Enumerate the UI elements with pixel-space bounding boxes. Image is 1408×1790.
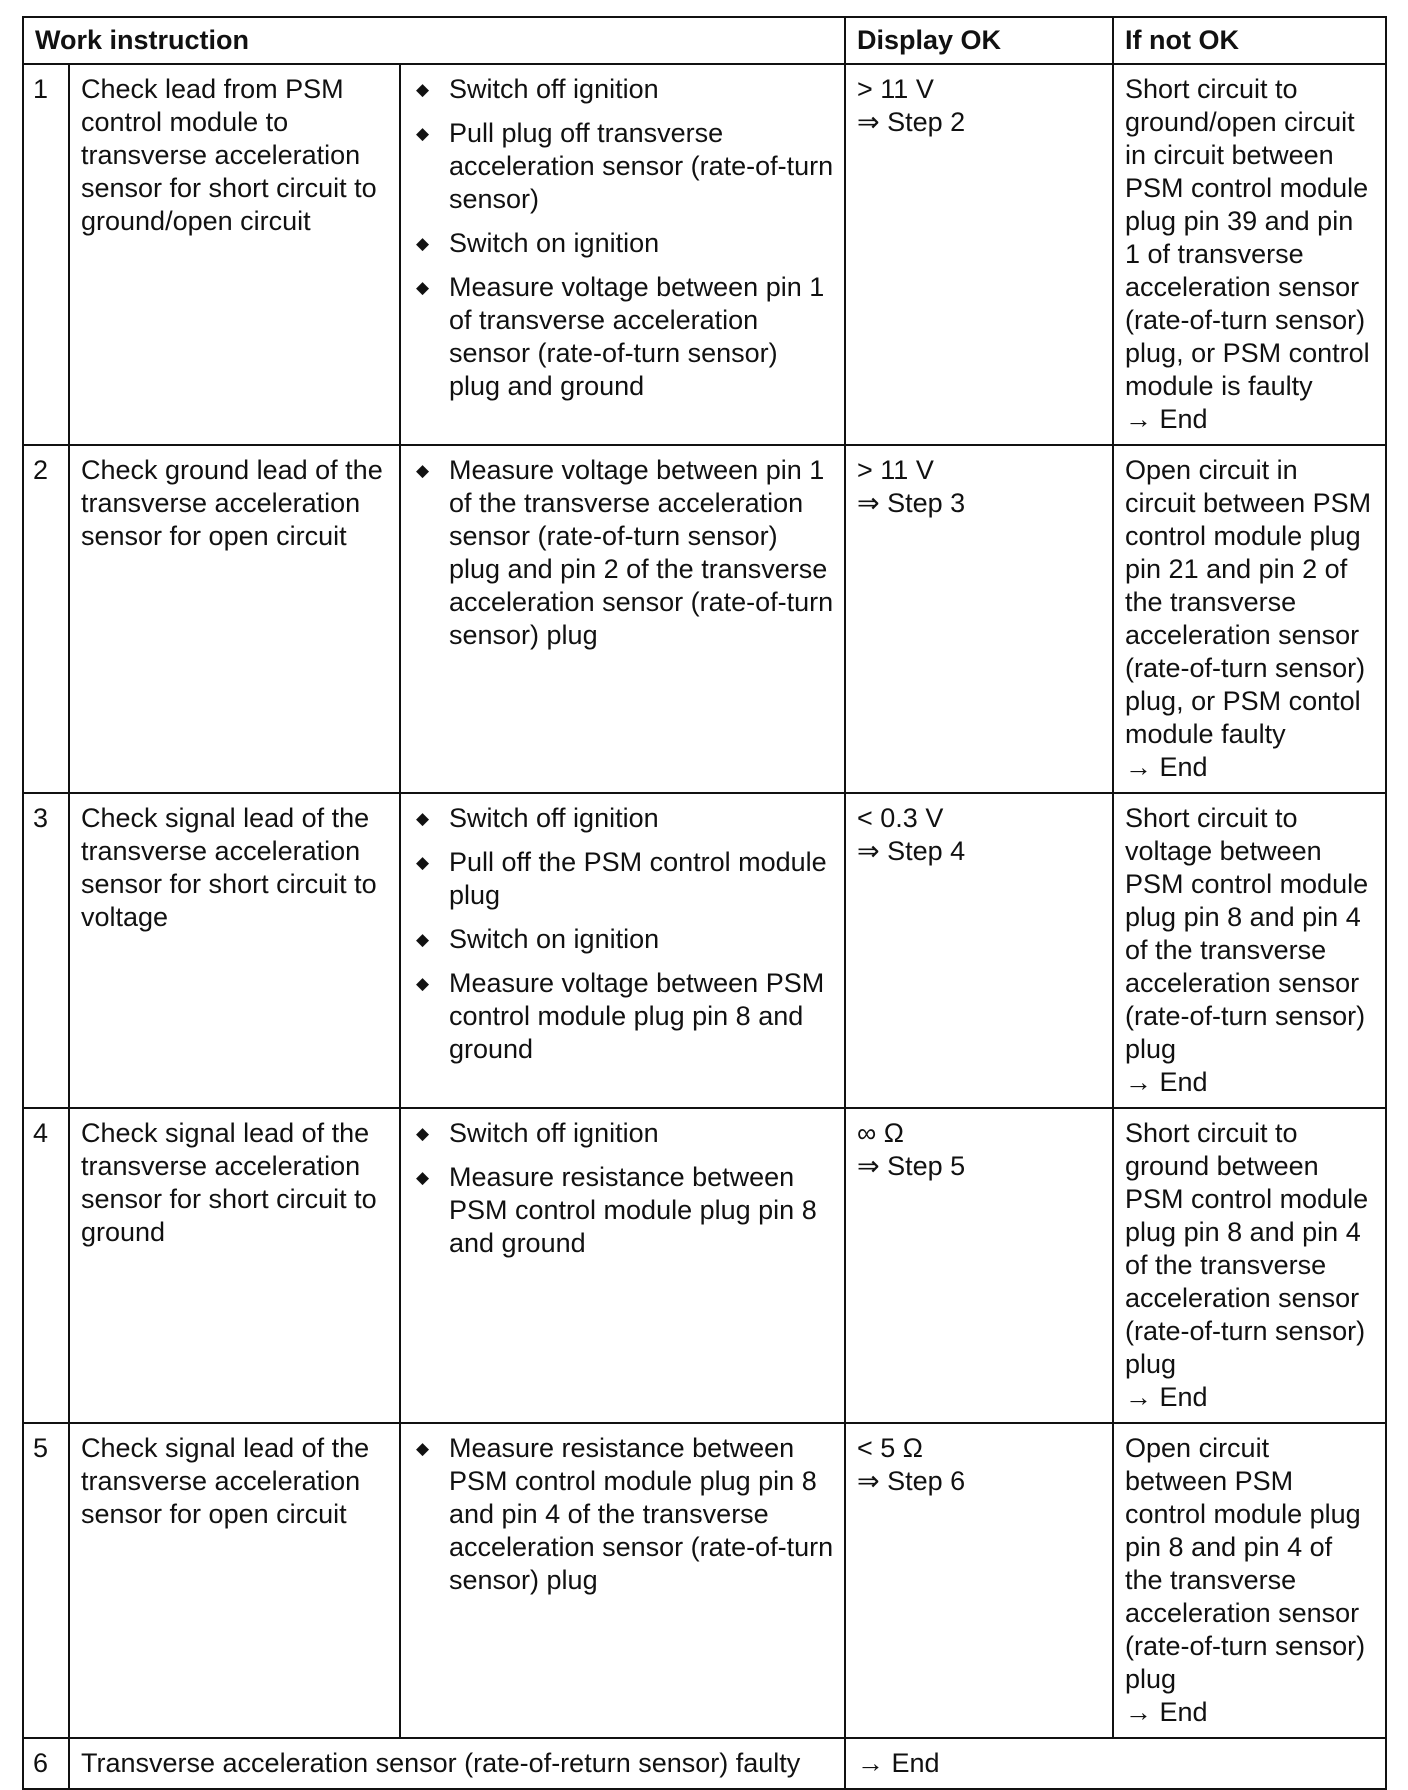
- if-not-ok-cell: [1113, 1423, 1386, 1738]
- display-ok-cell: [845, 1108, 1113, 1423]
- if-not-ok-cell: [1113, 64, 1386, 445]
- step-actions: [400, 1423, 845, 1738]
- step-number: 6: [23, 1738, 69, 1789]
- next-step: ⇒ Step 2: [857, 107, 966, 137]
- diamond-bullet-icon: ◆: [416, 124, 430, 143]
- header-work-instruction: Work instruction: [23, 17, 845, 64]
- diamond-bullet-icon: ◆: [416, 234, 430, 253]
- diamond-bullet-icon: ◆: [416, 461, 430, 480]
- display-ok-cell: [845, 793, 1113, 1108]
- diamond-bullet-icon: ◆: [416, 1124, 430, 1143]
- header-if-not-ok: If not OK: [1113, 17, 1386, 64]
- list-item: ◆ Pull off the PSM control module plug: [416, 847, 827, 910]
- diamond-bullet-icon: ◆: [416, 853, 430, 872]
- diamond-bullet-icon: ◆: [416, 809, 430, 828]
- display-value: < 5 Ω: [857, 1433, 923, 1463]
- diamond-bullet-icon: ◆: [416, 80, 430, 99]
- diamond-bullet-icon: ◆: [416, 278, 430, 297]
- step-number: 5: [23, 1423, 69, 1738]
- table-row: [23, 1108, 1386, 1423]
- fault-end: → End: [1125, 752, 1208, 782]
- if-not-ok-cell: [1113, 1108, 1386, 1423]
- next-step: ⇒ Step 4: [857, 836, 966, 866]
- fault-description: Open circuit in circuit between PSM control module plug pin 21 and pin 2 of the transverse acceleration sensor (rate-of-turn sensor) plug, or PSM contol module faulty: [1125, 455, 1372, 749]
- table-row-final: [23, 1738, 1386, 1789]
- step-check: Check signal lead of the transverse acceleration sensor for open circuit: [69, 1423, 400, 1738]
- table-row: [23, 1423, 1386, 1738]
- final-step-text: Transverse acceleration sensor (rate-of-return sensor) faulty: [69, 1738, 845, 1789]
- step-check: Check lead from PSM control module to transverse acceleration sensor for short circuit to ground/open circuit: [69, 64, 400, 445]
- next-step: ⇒ Step 3: [857, 488, 966, 518]
- diamond-bullet-icon: ◆: [416, 974, 430, 993]
- work-instruction-table: [22, 16, 1387, 1790]
- list-item: ◆ Switch off ignition: [416, 74, 659, 104]
- fault-description: Short circuit to ground/open circuit in circuit between PSM control module plug pin 39 and pin 1 of transverse acceleration sensor (rate-of-turn sensor) plug, or PSM control module is faulty: [1125, 74, 1370, 401]
- fault-end: → End: [1125, 1067, 1208, 1097]
- display-value: < 0.3 V: [857, 803, 944, 833]
- step-number: 1: [23, 64, 69, 445]
- step-check: Check signal lead of the transverse acceleration sensor for short circuit to voltage: [69, 793, 400, 1108]
- list-item: ◆ Measure resistance between PSM control module plug pin 8 and pin 4 of the transverse acceleration sensor (rate-of-turn sensor) plug: [416, 1433, 834, 1595]
- display-ok-cell: [845, 445, 1113, 793]
- list-item: ◆ Switch on ignition: [416, 924, 660, 954]
- list-item: ◆ Switch off ignition: [416, 1118, 659, 1148]
- list-item: ◆ Measure voltage between pin 1 of transverse acceleration sensor (rate-of-turn sensor) plug and ground: [416, 272, 825, 401]
- fault-description: Open circuit between PSM control module plug pin 8 and pin 4 of the transverse acceleration sensor (rate-of-turn sensor) plug: [1125, 1433, 1366, 1694]
- fault-description: Short circuit to voltage between PSM control module plug pin 8 and pin 4 of the transverse acceleration sensor (rate-of-turn sensor) plug: [1125, 803, 1369, 1064]
- list-item: ◆ Pull plug off transverse acceleration sensor (rate-of-turn sensor): [416, 118, 834, 214]
- display-ok-cell: [845, 64, 1113, 445]
- step-actions: [400, 1108, 845, 1423]
- list-item: ◆ Measure voltage between pin 1 of the transverse acceleration sensor (rate-of-turn sensor) plug and pin 2 of the transverse acceleration sensor (rate-of-turn sensor) plug: [416, 455, 834, 650]
- list-item: ◆ Measure resistance between PSM control module plug pin 8 and ground: [416, 1162, 817, 1258]
- diamond-bullet-icon: ◆: [416, 1439, 430, 1458]
- table-row: [23, 793, 1386, 1108]
- step-number: 3: [23, 793, 69, 1108]
- display-value: > 11 V: [857, 74, 934, 104]
- step-actions: [400, 445, 845, 793]
- final-step-result: → End: [845, 1738, 1386, 1789]
- step-check: Check signal lead of the transverse acceleration sensor for short circuit to ground: [69, 1108, 400, 1423]
- fault-end: → End: [1125, 1382, 1208, 1412]
- table-header-row: [23, 17, 1386, 64]
- display-value: > 11 V: [857, 455, 934, 485]
- diamond-bullet-icon: ◆: [416, 930, 430, 949]
- if-not-ok-cell: [1113, 793, 1386, 1108]
- fault-end: → End: [1125, 404, 1208, 434]
- display-ok-cell: [845, 1423, 1113, 1738]
- next-step: ⇒ Step 5: [857, 1151, 966, 1181]
- list-item: ◆ Switch on ignition: [416, 228, 660, 258]
- header-display-ok: Display OK: [845, 17, 1113, 64]
- step-number: 4: [23, 1108, 69, 1423]
- if-not-ok-cell: [1113, 445, 1386, 793]
- fault-description: Short circuit to ground between PSM control module plug pin 8 and pin 4 of the transverse acceleration sensor (rate-of-turn sensor) plug: [1125, 1118, 1369, 1379]
- step-number: 2: [23, 445, 69, 793]
- list-item: ◆ Measure voltage between PSM control module plug pin 8 and ground: [416, 968, 825, 1064]
- step-actions: [400, 793, 845, 1108]
- step-check: Check ground lead of the transverse acceleration sensor for open circuit: [69, 445, 400, 793]
- table-row: [23, 445, 1386, 793]
- fault-end: → End: [1125, 1697, 1208, 1727]
- next-step: ⇒ Step 6: [857, 1466, 966, 1496]
- list-item: ◆ Switch off ignition: [416, 803, 659, 833]
- table-row: [23, 64, 1386, 445]
- diamond-bullet-icon: ◆: [416, 1168, 430, 1187]
- display-value: ∞ Ω: [857, 1118, 904, 1148]
- step-actions: [400, 64, 845, 445]
